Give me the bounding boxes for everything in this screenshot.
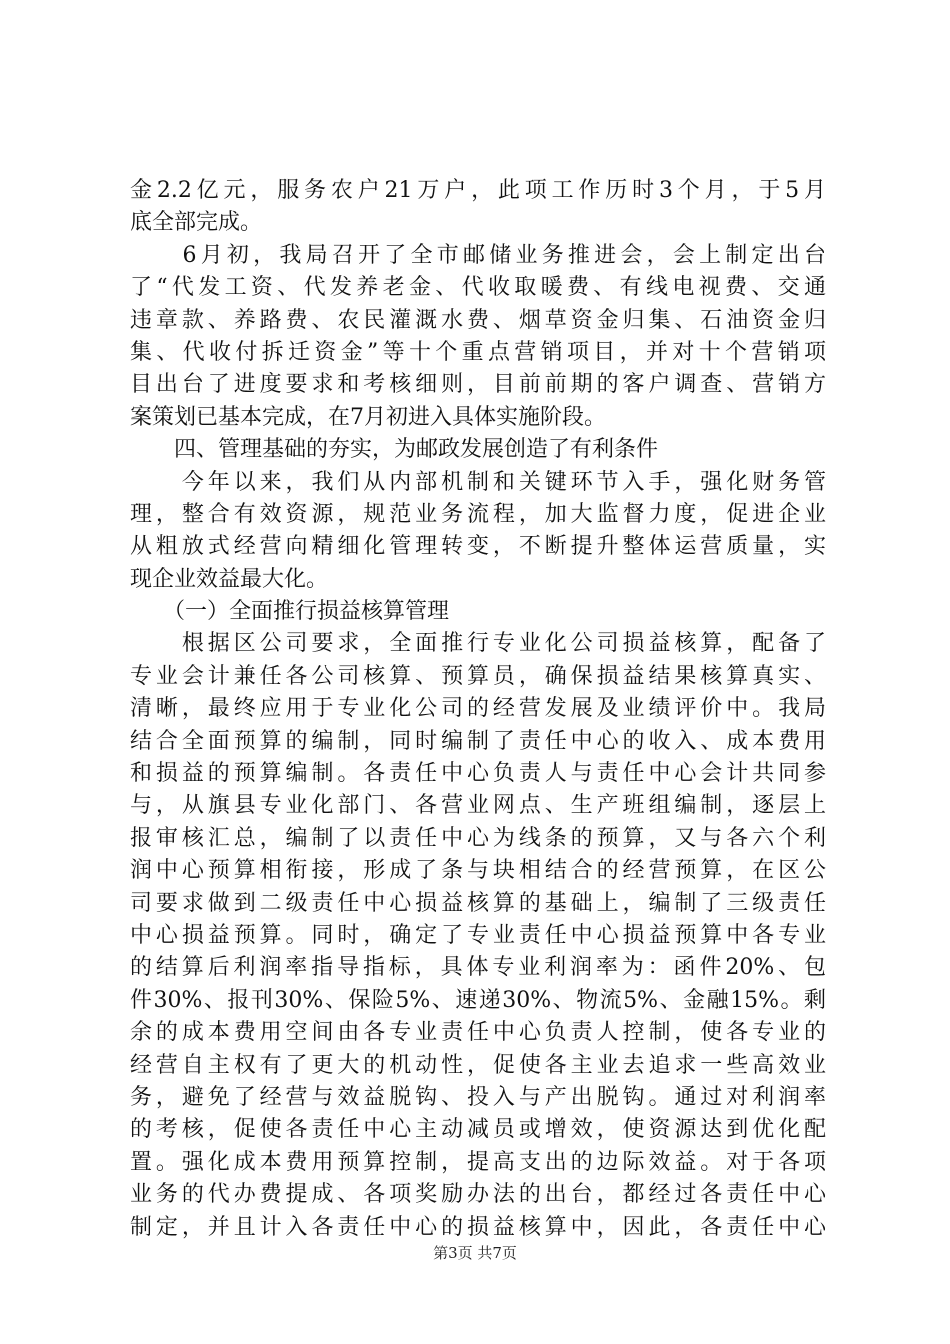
text-line: 经营自主权有了更大的机动性，促使各主业去追求一些高效业 — [130, 1052, 826, 1078]
text-line: 清晰，最终应用于专业化公司的经营发展及业绩评价中。我局 — [130, 696, 826, 722]
text-line: 制定，并且计入各责任中心的损益核算中，因此，各责任中心 — [130, 1214, 826, 1240]
text-line: 的考核，促使各责任中心主动减员或增效，使资源达到优化配 — [130, 1117, 826, 1143]
text-line: 余的成本费用空间由各专业责任中心负责人控制，使各专业的 — [130, 1020, 826, 1046]
text-line: 底全部完成。 — [130, 210, 263, 236]
text-line: 6月初，我局召开了全市邮储业务推进会，会上制定出台 — [130, 242, 826, 268]
text-line: 务，避免了经营与效益脱钩、投入与产出脱钩。通过对利润率 — [130, 1084, 826, 1110]
text-line: 今年以来，我们从内部机制和关键环节入手，强化财务管 — [130, 469, 826, 495]
text-line: 根据区公司要求，全面推行专业化公司损益核算，配备了 — [130, 631, 826, 657]
page-number-footer: 第3页 共7页 — [433, 1244, 517, 1262]
text-line: 四、管理基础的夯实，为邮政发展创造了有利条件 — [130, 437, 659, 463]
text-line: 集、代收付拆迁资金”等十个重点营销项目，并对十个营销项 — [130, 339, 826, 365]
document-body — [130, 175, 826, 1244]
text-line: 置。强化成本费用预算控制，提高支出的边际效益。对于各项 — [130, 1149, 826, 1175]
text-line: 报审核汇总，编制了以责任中心为线条的预算，又与各六个利 — [130, 825, 826, 851]
text-line: 现企业效益最大化。 — [130, 566, 329, 592]
text-line: 业务的代办费提成、各项奖励办法的出台，都经过各责任中心 — [130, 1182, 826, 1208]
text-line: 和损益的预算编制。各责任中心负责人与责任中心会计共同参 — [130, 761, 826, 787]
text-line: 司要求做到二级责任中心损益核算的基础上，编制了三级责任 — [130, 890, 826, 916]
text-line: 目出台了进度要求和考核细则，目前前期的客户调查、营销方 — [130, 372, 826, 398]
text-line: 的结算后利润率指导指标，具体专业利润率为：函件20%、包 — [130, 955, 826, 981]
text-line: 理，整合有效资源，规范业务流程，加大监督力度，促进企业 — [130, 501, 826, 527]
text-line: 金2.2亿元，服务农户21万户，此项工作历时3个月，于5月 — [130, 178, 826, 203]
text-line: 违章款、养路费、农民灌溉水费、烟草资金归集、石油资金归 — [130, 307, 826, 333]
text-line: 中心损益预算。同时，确定了专业责任中心损益预算中各专业 — [130, 922, 826, 948]
text-line: 案策划已基本完成，在7月初进入具体实施阶段。 — [130, 404, 606, 430]
text-line: 专业会计兼任各公司核算、预算员，确保损益结果核算真实、 — [130, 663, 826, 689]
text-line: 润中心预算相衔接，形成了条与块相结合的经营预算，在区公 — [130, 858, 826, 884]
text-line: 了“代发工资、代发养老金、代收取暖费、有线电视费、交通 — [130, 275, 826, 301]
text-line: 与，从旗县专业化部门、各营业网点、生产班组编制，逐层上 — [130, 793, 826, 819]
text-line: 从粗放式经营向精细化管理转变，不断提升整体运营质量，实 — [130, 534, 826, 560]
text-line: 件30%、报刊30%、保险5%、速递30%、物流5%、金融15%。剩 — [130, 987, 826, 1013]
text-line: 结合全面预算的编制，同时编制了责任中心的收入、成本费用 — [130, 728, 826, 754]
text-line: （一）全面推行损益核算管理 — [130, 599, 450, 625]
